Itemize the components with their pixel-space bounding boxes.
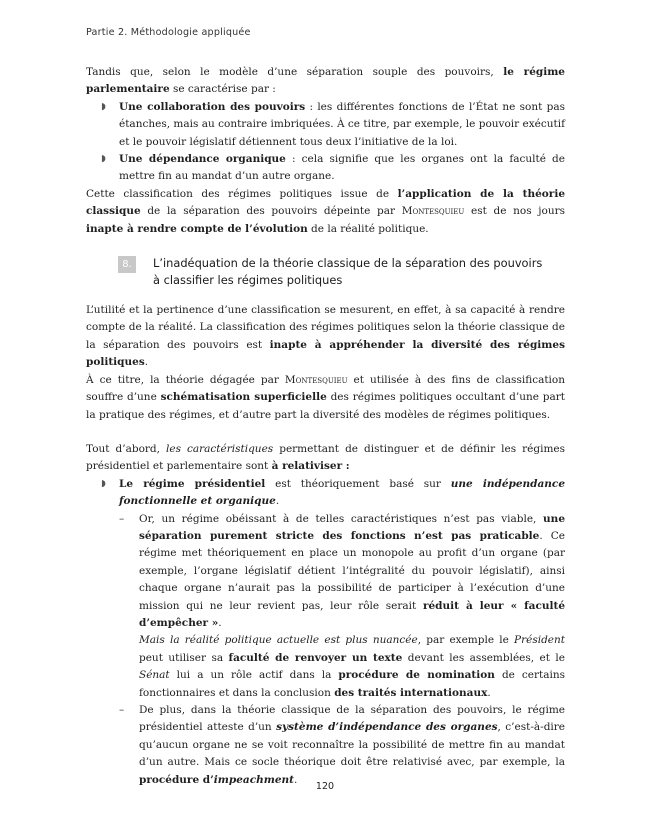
- text-run: Tandis que, selon le modèle d’une séparation souple des pouvoirs,: [86, 66, 504, 78]
- text-run: À ce titre, la théorie dégagée par: [86, 373, 285, 386]
- body-paragraph: [86, 302, 565, 372]
- bold-term: des traités internationaux: [334, 686, 488, 699]
- text-run: .: [144, 356, 149, 369]
- regime-bullet-list: [86, 476, 565, 789]
- page-content: [86, 64, 565, 789]
- text-run: devant les assemblées, et le: [402, 651, 565, 664]
- bold-term: à relativiser :: [271, 460, 350, 473]
- summary-paragraph: [86, 186, 565, 238]
- bullet-icon: ◗: [101, 101, 106, 112]
- intro-bullet-list: [86, 99, 565, 186]
- text-run: : les différentes fonctions de l’État ne sont pas étanches, mais au contraire imbriquées. À ce titre, par exemple, le pouvoir exécutif et le pouvoir législatif détiennent tous deux l’initiative de la loi.: [119, 100, 565, 148]
- text-run: lui a un rôle actif dans la: [169, 669, 339, 682]
- text-run: . Ce régime met théoriquement en place un monopole au profit d’un organe (par exemple, l’organe législatif détient l’intégralité du pouvoir législatif), ainsi chaque organe n’aurait pas la possibilité de participer à l’exécution d’une mission qui ne leur revient pas, leur rôle serait: [139, 529, 565, 612]
- bold-term: réduit à leur « faculté d’empêcher »: [139, 599, 566, 629]
- bold-italic-term: une indépendance fonctionnelle et organique: [119, 477, 566, 508]
- bold-term: inapte à appréhender la diversité des régimes politiques: [86, 338, 565, 369]
- dash-item: [119, 511, 565, 702]
- dash-item-text: [139, 632, 565, 702]
- intro-paragraph: [86, 64, 565, 99]
- author-name: Montesquieu: [401, 205, 465, 218]
- text-run: est de nos jours: [464, 205, 566, 218]
- dash-item-text: [139, 702, 565, 789]
- dash-list: [119, 511, 565, 790]
- page-number: 120: [315, 781, 335, 792]
- italic-term: Président: [514, 634, 565, 647]
- running-header: Partie 2. Méthodologie appliquée: [86, 27, 251, 38]
- bullet-item: [86, 151, 565, 186]
- italic-term: Mais la réalité politique actuelle est plus nuancée: [139, 634, 418, 647]
- dash-icon: –: [119, 512, 125, 525]
- text-run: , c’est-à-dire qu’aucun organe ne se voit reconnaître la possibilité de mettre fin au mandat d’un autre. Mais ce socle théorique doit être relativisé avec, par exemple, la: [139, 721, 566, 769]
- bold-italic-term: impeachment: [213, 773, 295, 786]
- text-run: de la réalité politique.: [307, 222, 429, 235]
- bold-term: procédure d’: [139, 773, 214, 786]
- text-run: Tout d’abord,: [86, 442, 167, 455]
- italic-term: Sénat: [139, 669, 170, 682]
- bold-term: schématisation superficielle: [160, 391, 327, 404]
- section-number-badge: 8.: [118, 256, 136, 273]
- bold-term: inapte à rendre compte de l’évolution: [86, 222, 308, 235]
- text-run: .: [218, 616, 222, 629]
- text-run: .: [294, 773, 298, 786]
- bold-italic-term: système d’indépendance des organes: [276, 721, 498, 734]
- body-paragraph: [86, 372, 565, 424]
- author-name: Montesquieu: [284, 373, 348, 386]
- text-run: De plus, dans la théorie classique de la séparation des pouvoirs, le régime présidentiel atteste d’un: [139, 704, 565, 734]
- text-run: peut utiliser sa: [139, 651, 229, 664]
- bold-term: Une dépendance organique: [119, 153, 286, 166]
- bold-term: Le régime présidentiel: [119, 477, 266, 490]
- bullet-icon: ◗: [101, 478, 106, 489]
- text-run: se caractérise par :: [169, 83, 276, 96]
- dash-item-text: [139, 511, 565, 633]
- text-run: et utilisée à des fins de classification souffre d’une: [86, 373, 565, 404]
- bold-term: le régime parlementaire: [86, 66, 565, 96]
- bullet-item: [86, 476, 565, 789]
- paragraph-spacer: [86, 424, 565, 441]
- section-title-line: L’inadéquation de la théorie classique de la séparation des pouvoirs: [153, 256, 543, 271]
- dash-icon: –: [119, 704, 125, 716]
- section-heading: [86, 255, 565, 289]
- text-run: L’utilité et la pertinence d’une classification se mesurent, en effet, à sa capacité à rendre compte de la réalité. La classification des régimes politiques selon la théorie classique de la séparation des pouvoirs est: [86, 304, 565, 351]
- bold-term: faculté de renvoyer un texte: [228, 651, 403, 664]
- italic-term: les caractéristiques: [166, 442, 274, 455]
- text-run: , par exemple le: [417, 634, 515, 647]
- text-run: permettant de distinguer et de définir les régimes présidentiel et parlementaire sont: [86, 442, 566, 473]
- text-run: de certains fonctionnaires et dans la conclusion: [139, 669, 566, 699]
- text-run: Cette classification des régimes politiques issue de: [86, 187, 398, 200]
- bold-term: Une collaboration des pouvoirs: [119, 100, 306, 113]
- dash-item: [119, 702, 565, 789]
- bullet-item: [86, 99, 565, 151]
- bullet-icon: ◗: [101, 154, 106, 165]
- body-paragraph: [86, 441, 565, 476]
- bold-term: procédure de nomination: [338, 669, 495, 682]
- text-run: des régimes politiques occultant d’une part la pratique des régimes, et d’autre part la diversité des modèles de régimes politiques.: [86, 391, 565, 421]
- text-run: .: [275, 495, 280, 508]
- section-title-line: à classifier les régimes politiques: [153, 273, 343, 288]
- text-run: de la séparation des pouvoirs dépeinte par: [140, 205, 402, 218]
- bold-term: une séparation purement stricte des fonctions n’est pas praticable: [139, 512, 565, 542]
- text-run: Or, un régime obéissant à de telles caractéristiques n’est pas viable,: [139, 512, 544, 525]
- bold-term: l’application de la théorie classique: [86, 187, 566, 218]
- text-run: .: [487, 686, 491, 699]
- text-run: est théoriquement basé sur: [265, 477, 451, 490]
- text-run: : cela signifie que les organes ont la faculté de mettre fin au mandat d’un autre organe.: [119, 153, 565, 183]
